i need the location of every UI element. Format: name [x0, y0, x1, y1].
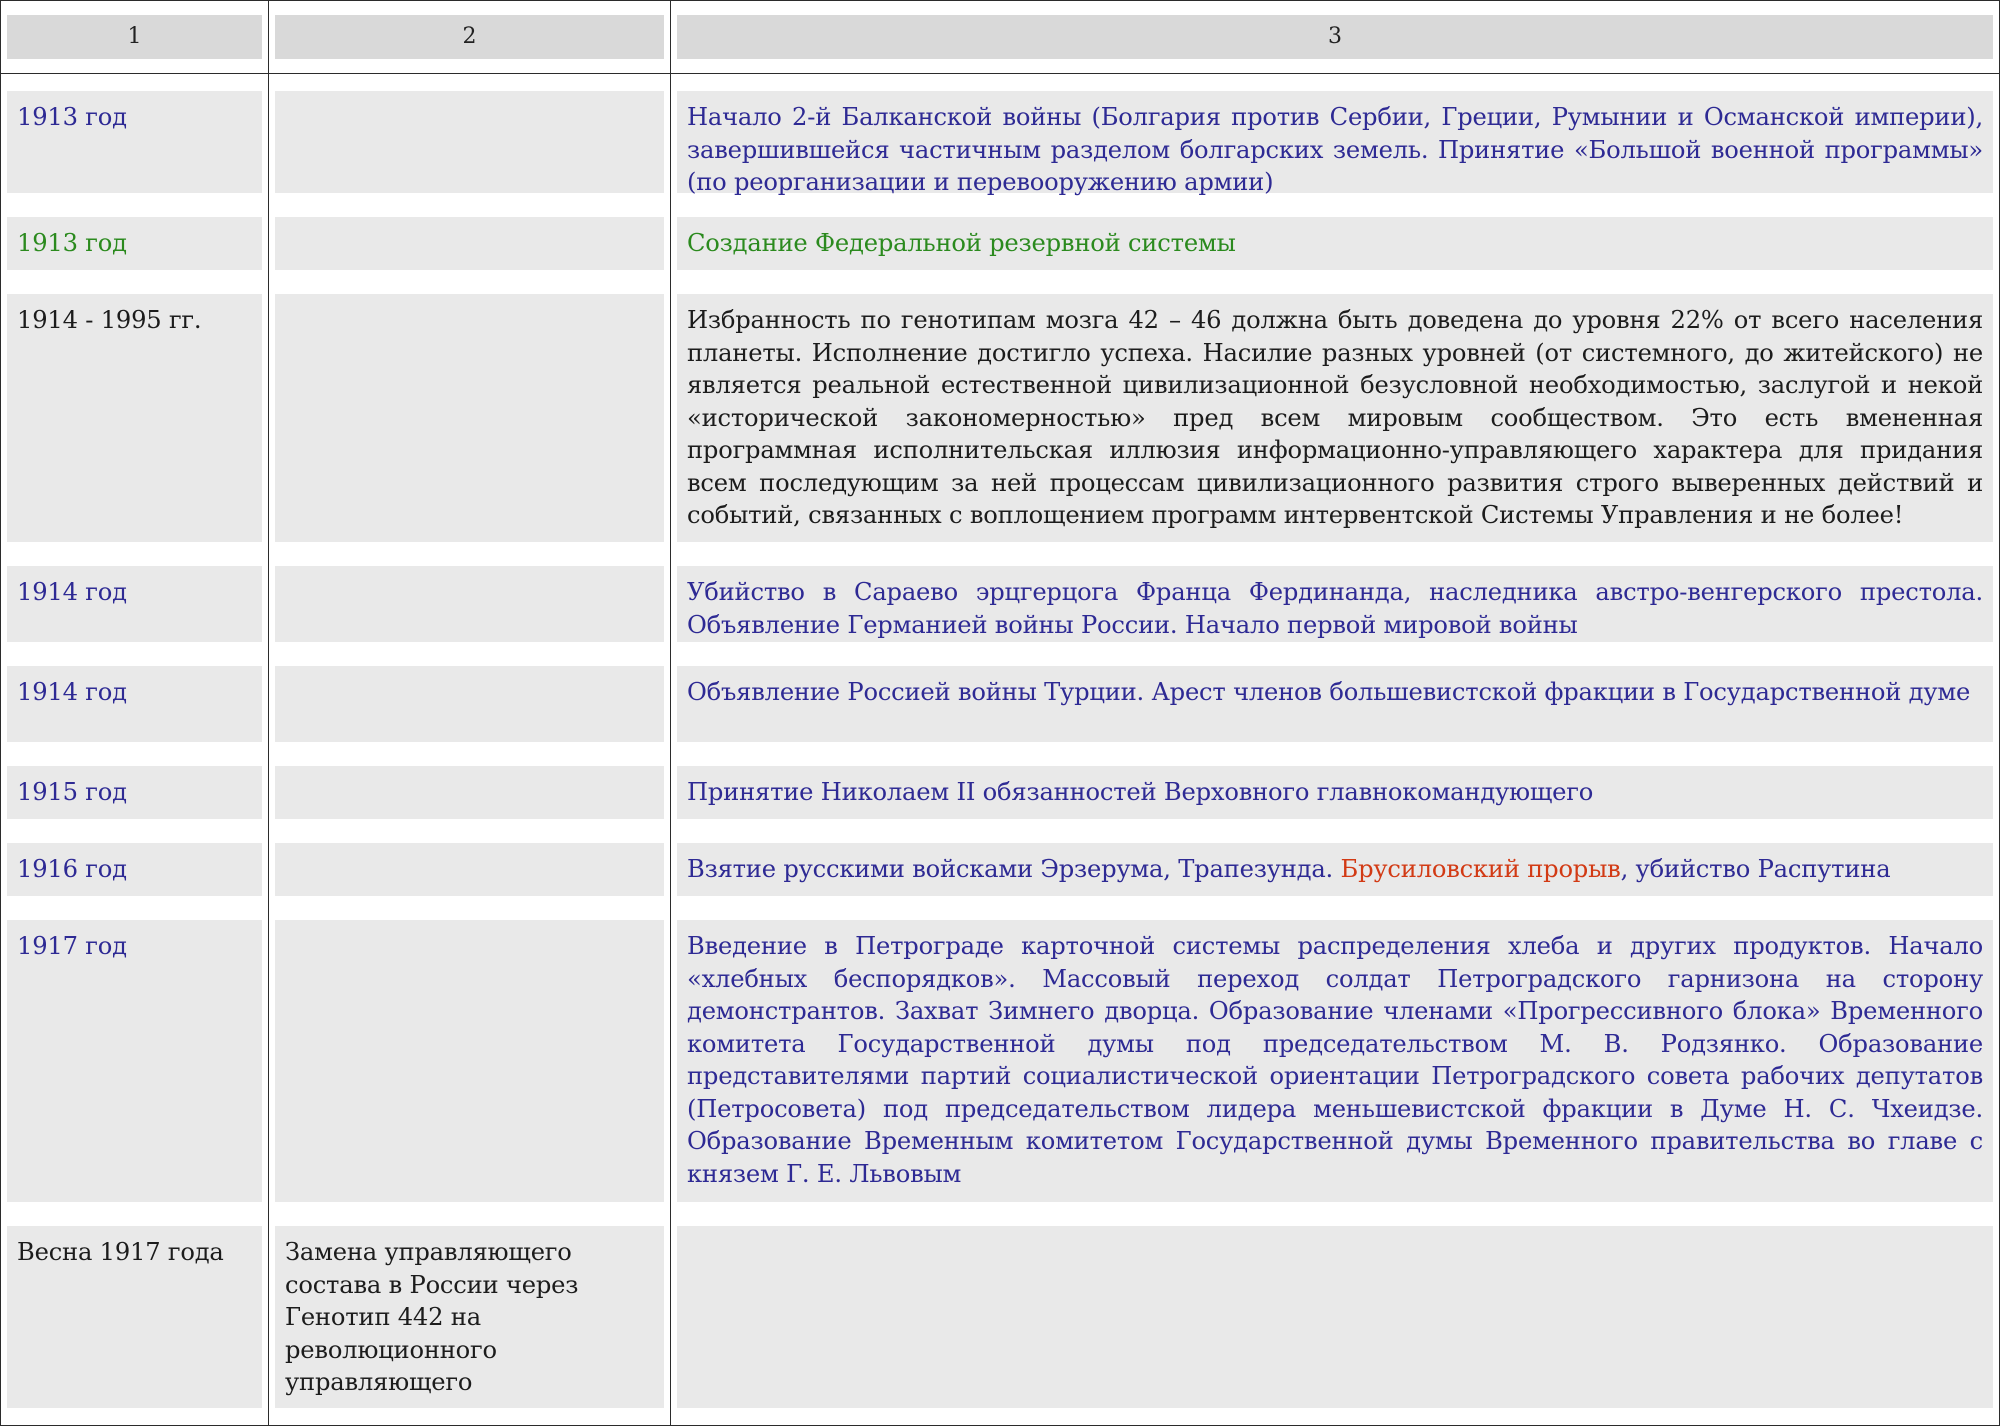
date-text: 1917 год [7, 920, 262, 1202]
event-text-part-3: , убийство Распутина [1620, 855, 1891, 883]
event-cell [671, 1219, 2000, 1415]
event-text: Убийство в Сараево эрцгерцога Франца Фердинанда, наследника австро-венгерского престола. Объявление Германией войны России. Начало первой мировой войны [677, 566, 1993, 642]
date-cell [1, 913, 269, 1209]
event-cell [671, 287, 2000, 549]
date-cell [1, 559, 269, 649]
event-text-part-1: Взятие русскими войсками Эрзерума, Трапезунда. [687, 855, 1341, 883]
date-text: 1913 год [7, 91, 262, 193]
column-header-2: 2 [269, 1, 671, 74]
date-text: Весна 1917 года [7, 1226, 262, 1408]
date-text: 1914 год [7, 566, 262, 642]
date-cell [1, 287, 269, 549]
event-text: Принятие Николаем II обязанностей Верховного главнокомандующего [677, 766, 1993, 819]
empty-cell [269, 836, 671, 903]
table-row [1, 559, 2000, 649]
table-row [1, 210, 2000, 277]
date-cell [1, 659, 269, 749]
event-cell [671, 659, 2000, 749]
event-cell [671, 759, 2000, 826]
column-header-1: 1 [1, 1, 269, 74]
note-cell [269, 1219, 671, 1415]
table-row [1, 836, 2000, 903]
empty-cell [269, 759, 671, 826]
event-text: Начало 2-й Балканской войны (Болгария против Сербии, Греции, Румынии и Османской империи), завершившейся частичным разделом болгарских земель. Принятие «Большой военной программы» (по реорганизации и перевооружению армии) [677, 91, 1993, 193]
event-text [677, 843, 1993, 896]
date-text: 1915 год [7, 766, 262, 819]
event-cell [671, 913, 2000, 1209]
note-text: Замена управляющего состава в России через Генотип 442 на революционного управляющего [275, 1226, 664, 1408]
column-header-3: 3 [671, 1, 2000, 74]
event-cell [671, 559, 2000, 649]
table-row [1, 913, 2000, 1209]
empty-cell [269, 84, 671, 200]
empty-cell [269, 659, 671, 749]
table-row [1, 84, 2000, 200]
table-row [1, 1219, 2000, 1415]
table-row [1, 759, 2000, 826]
event-cell [671, 210, 2000, 277]
event-cell [671, 84, 2000, 200]
empty-cell [269, 913, 671, 1209]
table-row [1, 659, 2000, 749]
date-text: 1914 - 1995 гг. [7, 294, 262, 542]
empty-cell [269, 210, 671, 277]
event-highlight-text: Брусиловский прорыв [1340, 855, 1621, 883]
date-cell [1, 84, 269, 200]
table-header-row [1, 1, 2000, 74]
date-cell [1, 1219, 269, 1415]
date-cell [1, 210, 269, 277]
date-text: 1913 год [7, 217, 262, 270]
date-text: 1914 год [7, 666, 262, 742]
event-text: Избранность по генотипам мозга 42 – 46 должна быть доведена до уровня 22% от всего населения планеты. Исполнение достигло успеха. Насилие разных уровней (от системного, до житейского) не является реальной естественной цивилизационной безусловной необходимостью, заслугой и некой «исторической закономерностью» пред всем мировым сообществом. Это есть вмененная программная исполнительская иллюзия информационно-управляющего характера для придания всем последующим за ней процессам цивилизационного развития строго выверенных действий и событий, связанных с воплощением программ интервентской Системы Управления и не более! [677, 294, 1993, 542]
event-text: Создание Федеральной резервной системы [677, 217, 1993, 270]
table-row [1, 287, 2000, 549]
date-text: 1916 год [7, 843, 262, 896]
event-cell [671, 836, 2000, 903]
date-cell [1, 836, 269, 903]
event-text: Объявление Россией войны Турции. Арест членов большевистской фракции в Государственной думе [677, 666, 1993, 742]
empty-cell [269, 559, 671, 649]
date-cell [1, 759, 269, 826]
event-text: Введение в Петрограде карточной системы распределения хлеба и других продуктов. Начало «хлебных беспорядков». Массовый переход солдат Петроградского гарнизона на сторону демонстрантов. Захват Зимнего дворца. Образование членами «Прогрессивного блока» Временного комитета Государственной думы под председательством М. В. Родзянко. Образование представителями партий социалистической ориентации Петроградского совета рабочих депутатов (Петросовета) под председательством лидера меньшевистской фракции в Думе Н. С. Чхеидзе. Образование Временным комитетом Государственной думы Временного правительства во главе с князем Г. Е. Львовым [677, 920, 1993, 1202]
empty-cell [269, 287, 671, 549]
